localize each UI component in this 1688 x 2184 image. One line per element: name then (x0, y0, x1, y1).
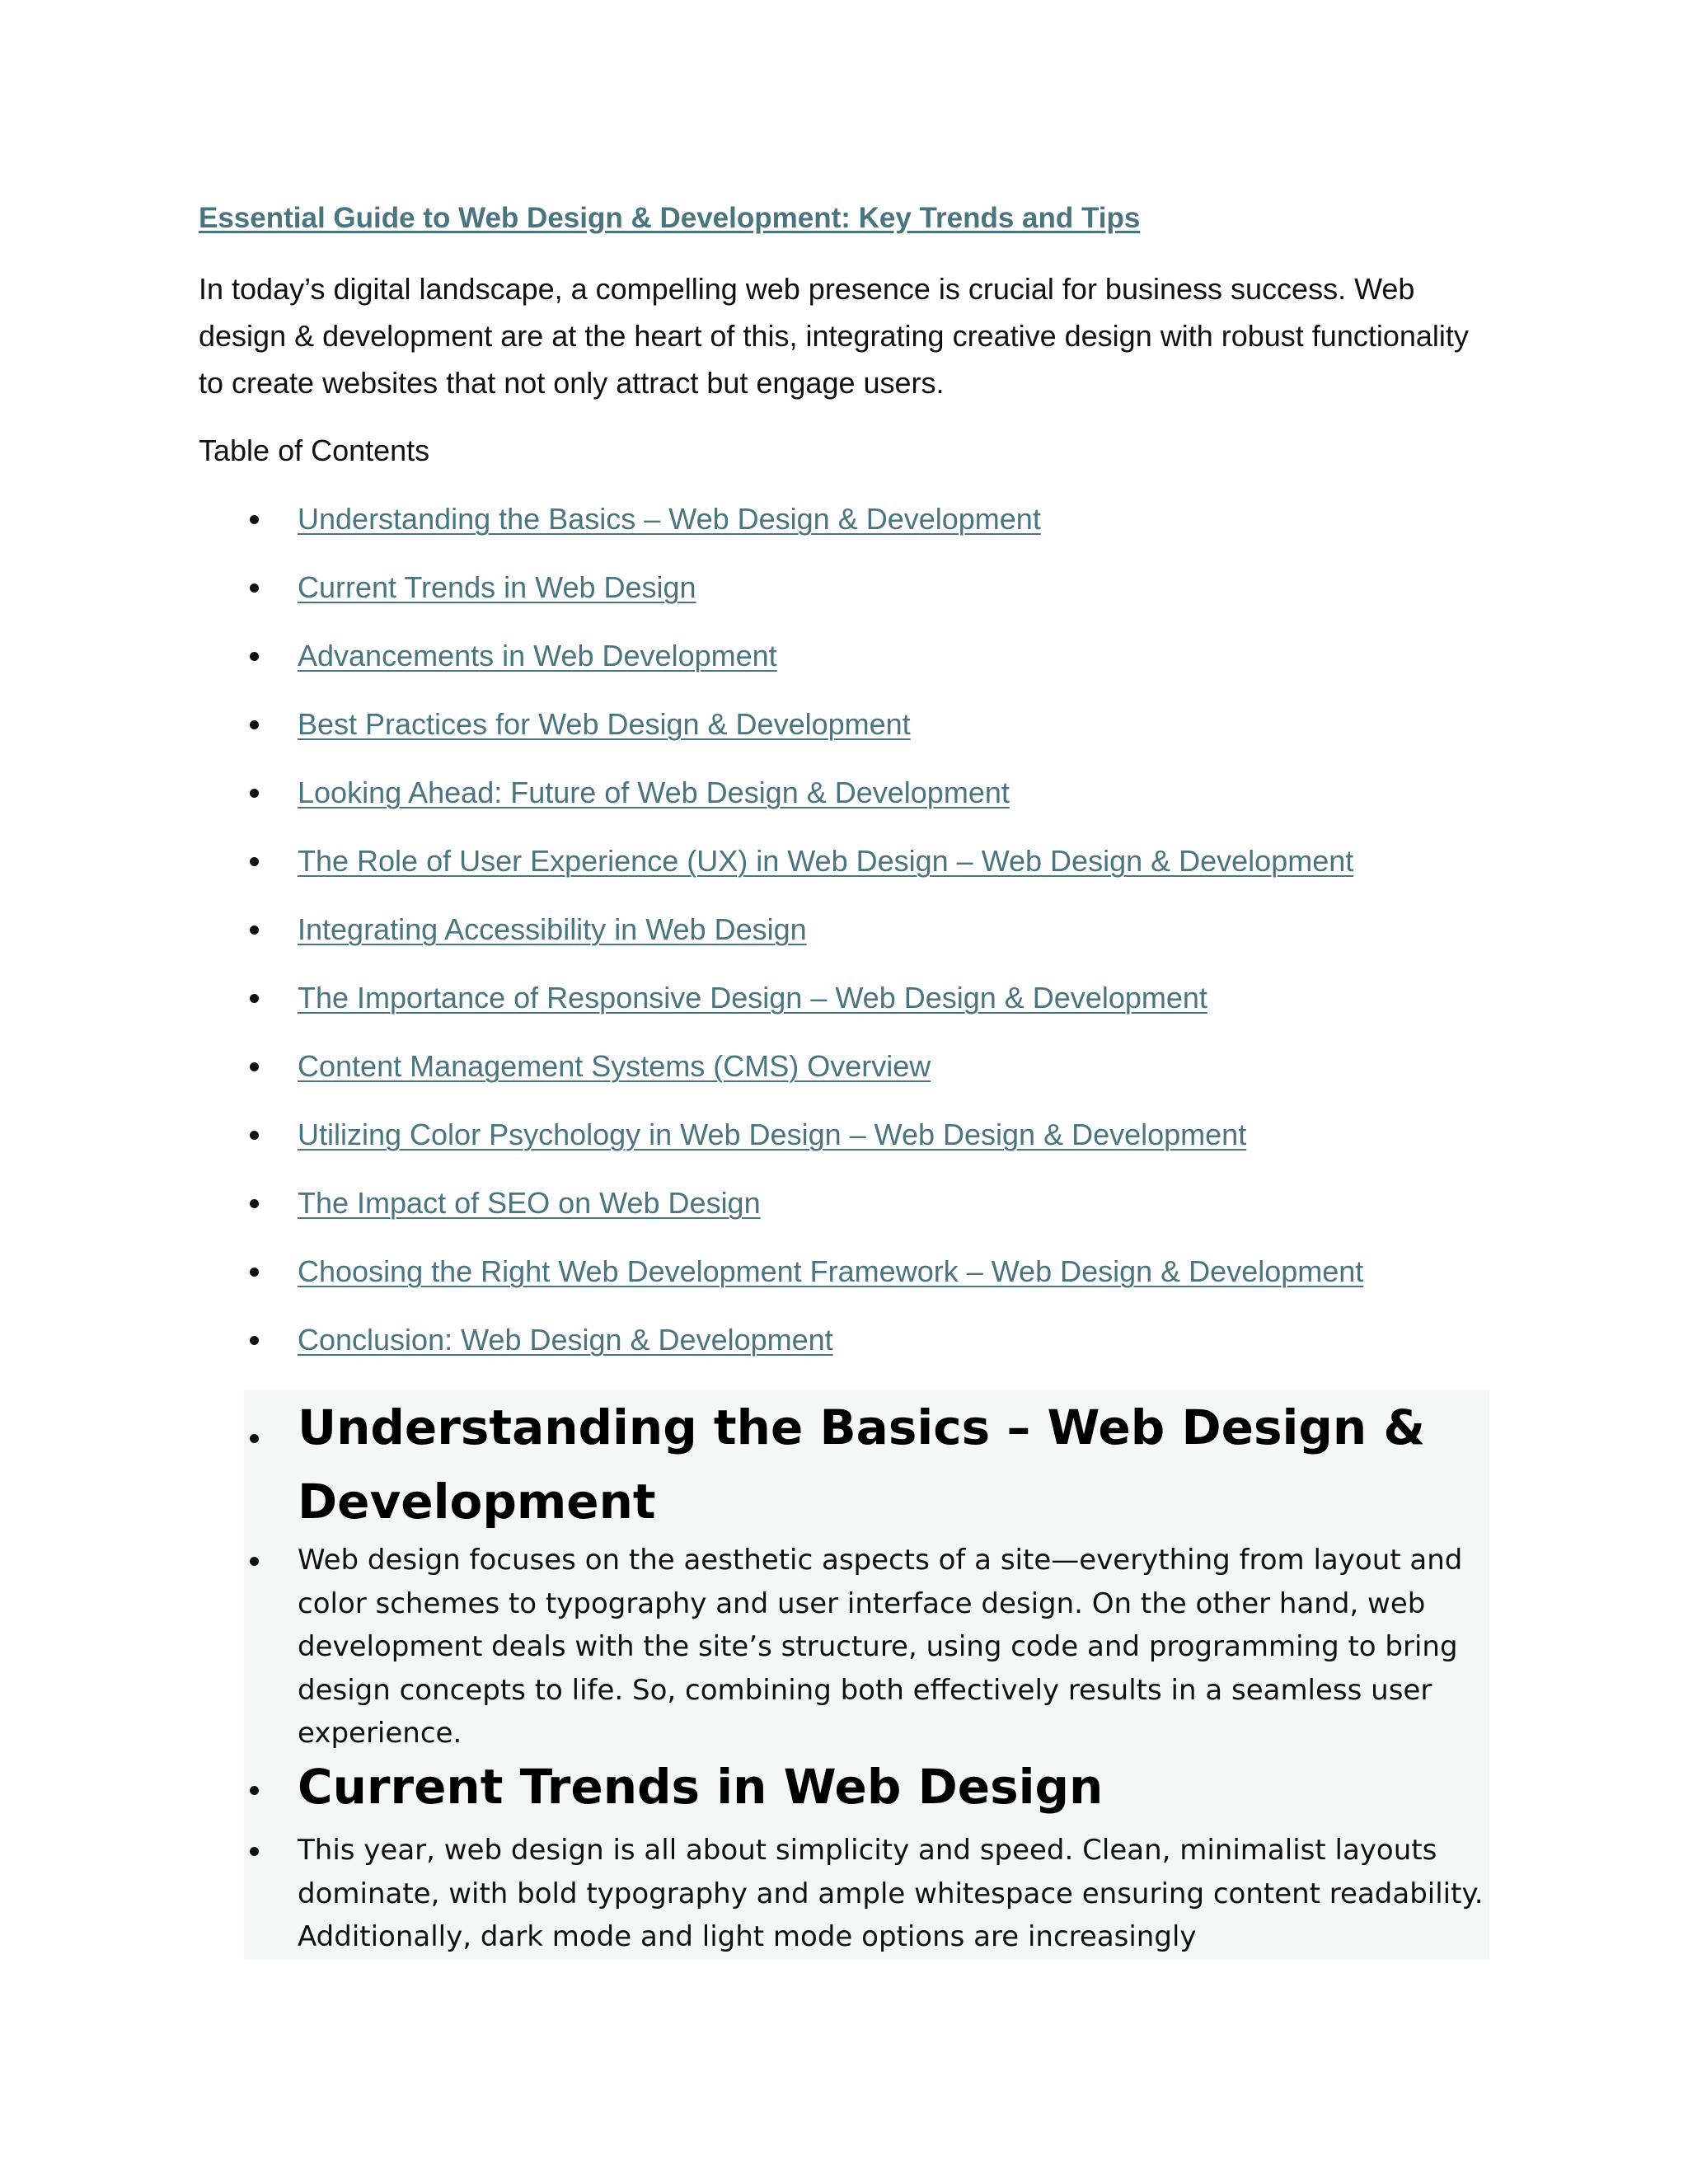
bullet-icon (250, 789, 259, 798)
toc-item (0, 905, 1484, 954)
toc-item (0, 563, 1484, 612)
toc-item (0, 494, 1484, 544)
bullet-icon (250, 515, 259, 524)
toc-link[interactable]: Looking Ahead: Future of Web Design & Development (298, 776, 1010, 809)
bullet-icon (250, 583, 259, 593)
document-title[interactable]: Essential Guide to Web Design & Development: Key Trends and Tips (199, 202, 1141, 234)
bullet-icon (250, 720, 259, 729)
toc-link[interactable]: The Impact of SEO on Web Design (298, 1186, 761, 1220)
toc-item (0, 700, 1484, 749)
bullet-icon (250, 1131, 259, 1140)
toc-link[interactable]: Current Trends in Web Design (298, 570, 696, 604)
section-paragraph: Web design focuses on the aesthetic aspects of a site—everything from layout and color schemes to typography and user interface design. On the other hand, web development deals with the site’s structure, using code and programming to bring design concepts to life. So, combining both effectively results in a seamless user experience. (298, 1544, 1463, 1750)
bullet-icon (250, 926, 259, 935)
toc-item (0, 768, 1484, 818)
bullet-icon (250, 1336, 259, 1345)
bullet-icon (250, 857, 259, 866)
toc-item (0, 1042, 1484, 1091)
toc-item (0, 973, 1484, 1023)
article-content (243, 1390, 1489, 1959)
toc-link[interactable]: Best Practices for Web Design & Development (298, 707, 911, 741)
bullet-icon (250, 1434, 259, 1443)
toc-item (0, 1179, 1484, 1228)
toc-link[interactable]: Integrating Accessibility in Web Design (298, 912, 807, 946)
bullet-icon (250, 652, 259, 661)
bullet-icon (250, 1847, 259, 1856)
section-heading: Understanding the Basics – Web Design & Development (298, 1399, 1425, 1530)
toc-link[interactable]: Choosing the Right Web Development Framework – Web Design & Development (298, 1254, 1364, 1288)
intro-paragraph: In today’s digital landscape, a compelling web presence is crucial for business success. Web design & development are at the heart of this, integrating creative design with robust functionality to create websites that not only attract but engage users. (199, 272, 1469, 400)
bullet-icon (250, 1062, 259, 1071)
bullet-icon (250, 1268, 259, 1277)
toc-link[interactable]: Conclusion: Web Design & Development (298, 1323, 833, 1357)
toc-item (0, 837, 1484, 886)
section-heading: Current Trends in Web Design (298, 1759, 1104, 1815)
bullet-icon (250, 994, 259, 1003)
bullet-icon (250, 1557, 259, 1566)
toc-link[interactable]: Advancements in Web Development (298, 639, 777, 673)
toc-item (0, 1247, 1484, 1296)
bullet-icon (250, 1786, 259, 1795)
toc-item (0, 631, 1484, 681)
toc-link[interactable]: Utilizing Color Psychology in Web Design – Web Design & Development (298, 1118, 1247, 1151)
section-paragraph: This year, web design is all about simplicity and speed. Clean, minimalist layouts dominate, with bold typography and ample whitespace ensuring content readability. Additionally, dark mode and light mode options are increasingly (298, 1834, 1484, 1953)
toc-link[interactable]: Content Management Systems (CMS) Overview (298, 1049, 931, 1083)
toc-link[interactable]: The Importance of Responsive Design – Web Design & Development (298, 981, 1207, 1015)
bullet-icon (250, 1199, 259, 1208)
toc-heading: Table of Contents (199, 434, 430, 467)
toc-link[interactable]: Understanding the Basics – Web Design & Development (298, 502, 1041, 536)
toc-item (0, 1315, 1484, 1365)
toc-link[interactable]: The Role of User Experience (UX) in Web Design – Web Design & Development (298, 844, 1354, 878)
toc-item (0, 1110, 1484, 1160)
